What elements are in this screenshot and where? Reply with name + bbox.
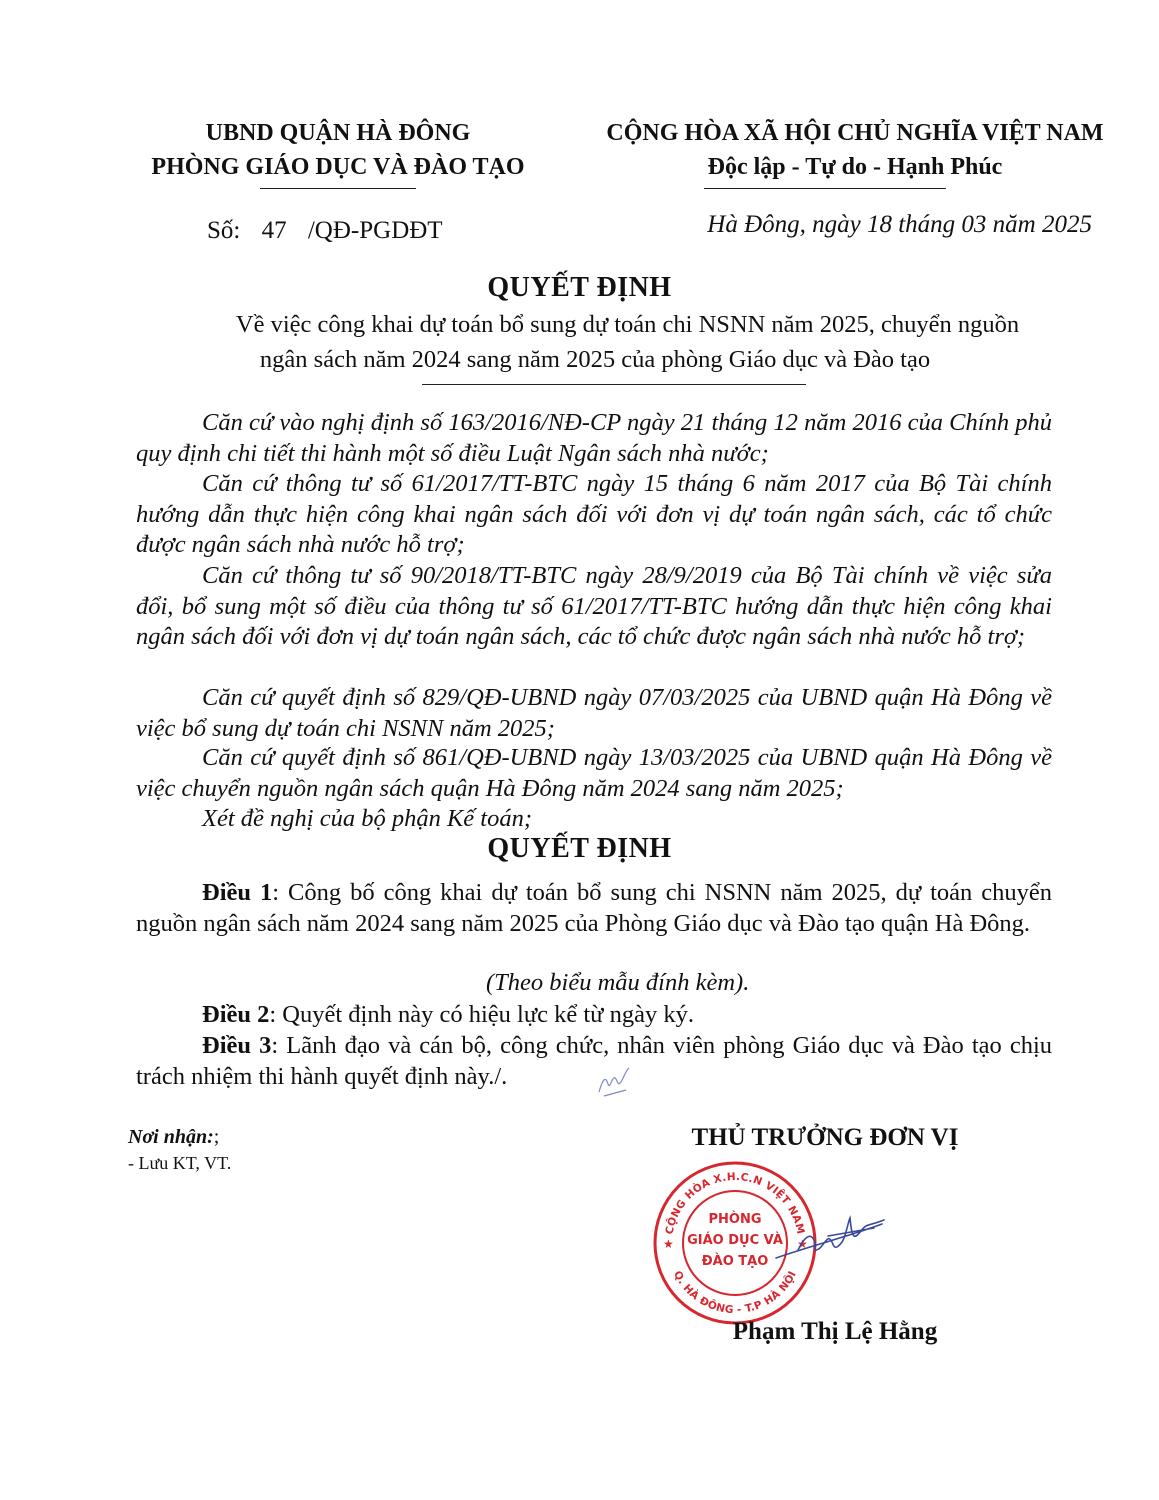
- issuing-authority: [148, 116, 528, 184]
- recipients-label-suffix: ;: [213, 1126, 220, 1148]
- basis-1: [136, 408, 1052, 469]
- seal-ring-top: CỘNG HÒA X.H.C.N VIỆT NAM: [663, 1170, 807, 1236]
- article-1-note: (Theo biểu mẫu đính kèm).: [486, 969, 750, 996]
- subject-line-1: Về việc công khai dự toán bổ sung dự toán chi NSNN năm 2025, chuyển nguồn: [235, 311, 1020, 338]
- article-1-text: : Công bố công khai dự toán bổ sung chi NSNN năm 2025, dự toán chuyển nguồn ngân sách năm 2024 sang năm 2025 của Phòng Giáo dục và Đào tạo quận Hà Đông.: [136, 879, 1052, 937]
- basis-3-text: Căn cứ thông tư số 90/2018/TT-BTC ngày 28/9/2019 của Bộ Tài chính về việc sửa đổi, bổ sung một số điều của thông tư số 61/2017/TT-BTC hướng dẫn thực hiện công khai ngân sách đối với đơn vị dự toán ngân sách, các tổ chức được ngân sách nhà nước hỗ trợ;: [136, 562, 1052, 650]
- national-motto: [590, 116, 1120, 184]
- article-2-label: Điều 2: [202, 1001, 270, 1028]
- article-1: [136, 878, 1052, 939]
- motto-underline: [704, 188, 946, 189]
- article-2-text: : Quyết định này có hiệu lực kể từ ngày ký.: [269, 1001, 694, 1028]
- seal-ring-bottom: Q. HÀ ĐÔNG - T.P HÀ NỘI: [670, 1269, 799, 1317]
- place-date: Hà Đông, ngày 18 tháng 03 năm 2025: [707, 211, 1092, 238]
- basis-6-text: Xét đề nghị của bộ phận Kế toán;: [202, 805, 533, 832]
- basis-2: [136, 469, 1052, 561]
- recipients: [128, 1124, 428, 1176]
- document-title: QUYẾT ĐỊNH: [487, 272, 672, 303]
- article-3-label: Điều 3: [202, 1032, 272, 1059]
- authority-underline: [260, 188, 416, 189]
- authority-line-1: UBND QUẬN HÀ ĐÔNG: [205, 120, 471, 146]
- handwritten-signature: [770, 1198, 910, 1278]
- document-number: [207, 217, 443, 245]
- basis-6: [136, 804, 1052, 835]
- authority-line-2: PHÒNG GIÁO DỤC VÀ ĐÀO TẠO: [151, 154, 525, 180]
- number-suffix: /QĐ-PGDĐT: [307, 217, 443, 244]
- basis-1-text: Căn cứ vào nghị định số 163/2016/NĐ-CP ngày 21 tháng 12 năm 2016 của Chính phủ quy định chi tiết thi hành một số điều Luật Ngân sách nhà nước;: [136, 409, 1052, 467]
- article-3: [136, 1031, 1052, 1092]
- number-prefix: Số:: [207, 217, 241, 244]
- basis-5: [136, 743, 1052, 804]
- recipients-label: Nơi nhận:: [128, 1126, 214, 1148]
- signer-title: THỦ TRƯỞNG ĐƠN VỊ: [691, 1124, 959, 1151]
- seal-center-line-3: ĐÀO TẠO: [701, 1254, 769, 1269]
- subject-line-2: ngân sách năm 2024 sang năm 2025 của phòng Giáo dục và Đào tạo: [259, 346, 931, 373]
- seal-star-left: ★: [663, 1237, 674, 1251]
- recipient-item: - Lưu KT, VT.: [128, 1153, 232, 1173]
- country-name: CỘNG HÒA XÃ HỘI CHỦ NGHĨA VIỆT NAM: [606, 120, 1104, 146]
- basis-5-text: Căn cứ quyết định số 861/QĐ-UBND ngày 13/03/2025 của UBND quận Hà Đông về việc chuyển nguồn ngân sách quận Hà Đông năm 2024 sang năm 2025;: [136, 744, 1052, 802]
- seal-center-line-2: GIÁO DỤC VÀ: [687, 1233, 783, 1248]
- motto: Độc lập - Tự do - Hạnh Phúc: [707, 154, 1003, 180]
- seal-center-line-1: PHÒNG: [708, 1212, 762, 1227]
- article-1-label: Điều 1: [202, 879, 273, 906]
- decision-heading: QUYẾT ĐỊNH: [487, 833, 672, 864]
- number-value: 47: [261, 217, 287, 244]
- initial-mark: [596, 1062, 636, 1098]
- article-3-text: : Lãnh đạo và cán bộ, công chức, nhân viên phòng Giáo dục và Đào tạo chịu trách nhiệm thi hành quyết định này./.: [136, 1032, 1053, 1090]
- seal-star-right: ★: [797, 1237, 808, 1251]
- basis-2-text: Căn cứ thông tư số 61/2017/TT-BTC ngày 15 tháng 6 năm 2017 của Bộ Tài chính hướng dẫn thực hiện công khai ngân sách đối với đơn vị dự toán ngân sách, các tổ chức được ngân sách nhà nước hỗ trợ;: [136, 470, 1052, 558]
- basis-4: [136, 683, 1052, 744]
- signer-name: Phạm Thị Lệ Hằng: [732, 1318, 938, 1345]
- subject-underline: [422, 384, 806, 385]
- basis-3: [136, 561, 1052, 653]
- article-2: [136, 1000, 1052, 1031]
- basis-4-text: Căn cứ quyết định số 829/QĐ-UBND ngày 07/03/2025 của UBND quận Hà Đông về việc bổ sung dự toán chi NSNN năm 2025;: [136, 684, 1052, 742]
